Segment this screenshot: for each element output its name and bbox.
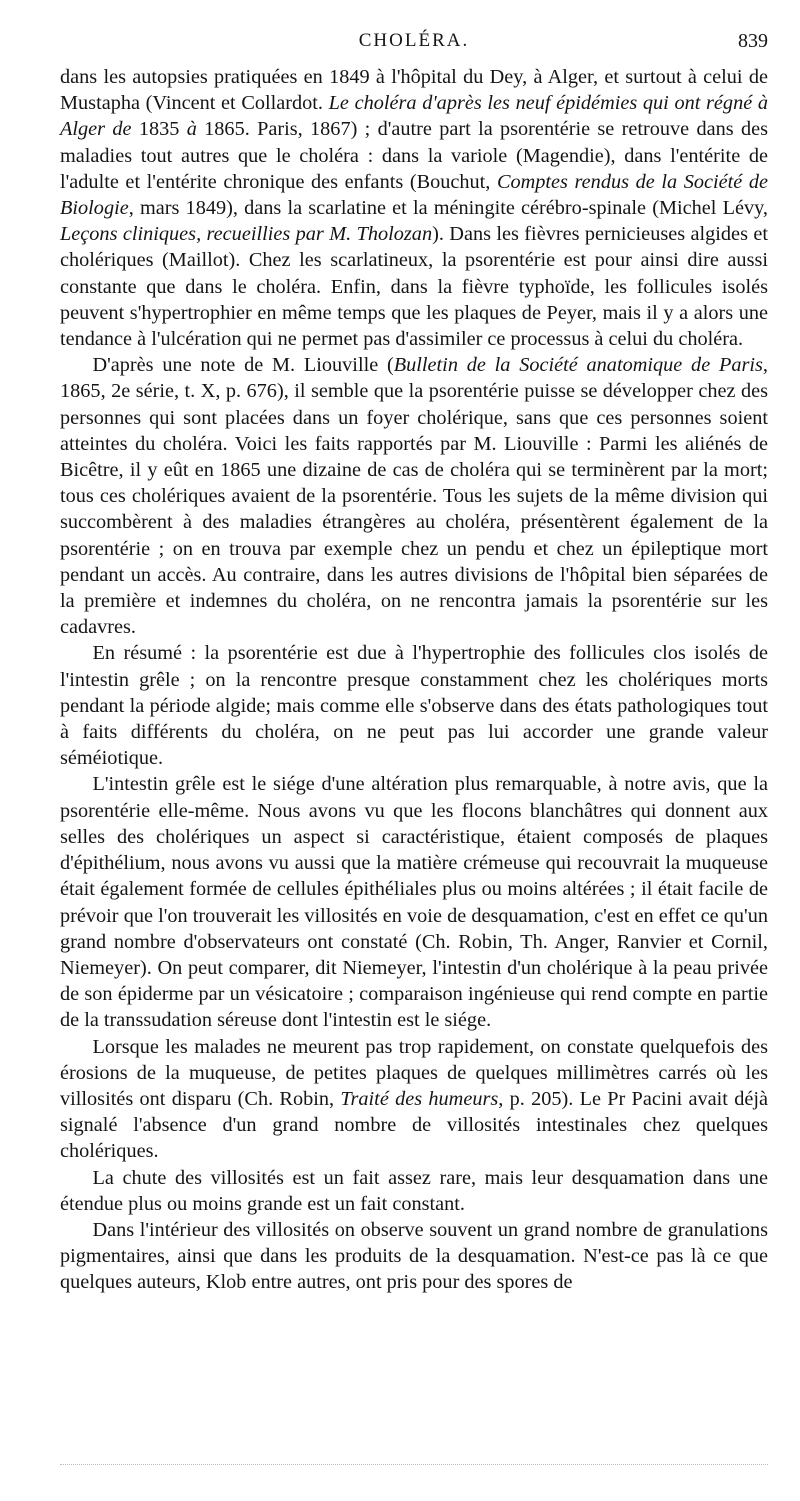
text-run: Comptes rendus de la Société de Biologie	[60, 170, 768, 220]
running-head	[60, 30, 768, 58]
page-number: 839	[738, 30, 768, 52]
text-run: Le choléra d'après les neuf épidémies qui ont régné à Alger de	[60, 92, 768, 141]
running-title: CHOLÉRA.	[358, 30, 470, 51]
paragraph-3	[60, 640, 768, 771]
text-run: , 1865, 2e série, t. X, p. 676), il semble que la psorentérie puisse se développer chez des personnes qui sont placées dans un foyer cholérique, sans que ces personnes soient atteintes du choléra. Voici les faits rapportés par M. Liouville : Parmi les aliénés de Bicêtre, il y eût en 1865 une dizaine de cas de choléra qui se terminèrent par la mort; tous ces cholériques avaient de la psorentérie. Tous les sujets de la même division qui succombèrent à des maladies étrangères au choléra, présentèrent également de la psorentérie ; on en trouva par exemple chez un pendu et chez un épileptique mort pendant un accès. Au contraire, dans les autres divisions de l'hôpital bien séparées de la première et indemnes du choléra, on ne rencontra jamais la psorentérie sur les cadavres.	[60, 354, 768, 639]
text-run: L'intestin grêle est le siége d'une altération plus remarquable, à notre avis, que la psorentérie elle-même. Nous avons vu que les flocons blanchâtres qui donnent aux selles des cholériques un aspect si caractéristique, étaient composés de plaques d'épithélium, nous avons vu aussi que la matière crémeuse qui recouvrait la muqueuse était également formée de cellules épithéliales plus ou moins altérées ; il était facile de prévoir que l'on trouverait les villosités en voie de desquamation, c'est en effet ce qu'un grand nombre d'observateurs ont constaté (Ch. Robin, Th. Anger, Ranvier et Cornil, Niemeyer). On peut comparer, dit Niemeyer, l'intestin d'un cholérique à la peau privée de son épiderme par un vésicatoire ; comparaison ingénieuse qui rend compte en partie de la transsudation séreuse dont l'intestin est le siége.	[60, 773, 768, 1032]
bottom-rule	[60, 1464, 768, 1465]
paragraph-7	[60, 1217, 768, 1296]
text-run: ). Dans les fièvres pernicieuses algides et cholériques (Maillot). Chez les scarlatineux, la psorentérie est pour ainsi dire aussi constante que dans le choléra. Enfin, dans la fièvre typhoïde, les follicules isolés peuvent s'hypertrophier en même temps que les plaques de Peyer, mais il y a alors une tendance à l'ulcération qui ne permet pas d'assimiler ce processus à celui du choléra.	[60, 223, 768, 351]
text-run: D'après une note de M. Liouville (	[92, 354, 394, 377]
text-run: , mars 1849), dans la scarlatine et la méningite cérébro-spinale (Michel Lévy,	[128, 197, 768, 220]
text-run: Lorsque les malades ne meurent pas trop rapidement, on constate quelquefois des érosions de la muqueuse, de petites plaques de quelques millimètres carrés où les villosités ont disparu (Ch. Robin,	[60, 1035, 768, 1110]
text-run: En résumé : la psorentérie est due à l'hypertrophie des follicules clos isolés de l'intestin grêle ; on la rencontre presque constamment chez les cholériques morts pendant la période algide; mais comme elle s'observe dans des états pathologiques tout à faits différents du choléra, on ne peut pas lui accorder une grande valeur séméiotique.	[60, 642, 768, 770]
text-run: , p. 205). Le Pr Pacini avait déjà signalé l'absence d'un grand nombre de villosités intestinales chez quelques cholériques.	[60, 1087, 768, 1163]
paragraph-6	[60, 1165, 768, 1217]
text-run: Dans l'intérieur des villosités on observe souvent un grand nombre de granulations pigmentaires, ainsi que dans les produits de la desquamation. N'est-ce pas là ce que quelques auteurs, Klob entre autres, ont pris pour des spores de	[60, 1218, 768, 1294]
text-run: Leçons cliniques, recueillies par M. Tholozan	[60, 223, 433, 246]
paragraph-2	[60, 352, 768, 640]
body-text	[60, 64, 768, 1296]
text-run: Bulletin de la Société anatomique de Paris	[393, 354, 763, 377]
paragraph-1	[60, 64, 768, 352]
text-run: 1835	[131, 118, 187, 141]
text-run: à	[186, 118, 197, 141]
text-run: La chute des villosités est un fait assez rare, mais leur desquamation dans une étendue plus ou moins grande est un fait constant.	[60, 1166, 768, 1215]
text-run: Traité des humeurs	[340, 1087, 499, 1110]
paragraph-5	[60, 1034, 768, 1165]
text-run: dans les autopsies pratiquées en 1849 à l'hôpital du Dey, à Alger, et surtout à celui de Mustapha (Vincent et Collardot.	[60, 66, 768, 115]
paragraph-4	[60, 771, 768, 1033]
text-run: 1865. Paris, 1867) ; d'autre part la psorentérie se retrouve dans des maladies tout autres que le choléra : dans la variole (Magendie), dans l'entérite de l'adulte et l'entérite chronique des enfants (Bouchut,	[60, 118, 769, 193]
